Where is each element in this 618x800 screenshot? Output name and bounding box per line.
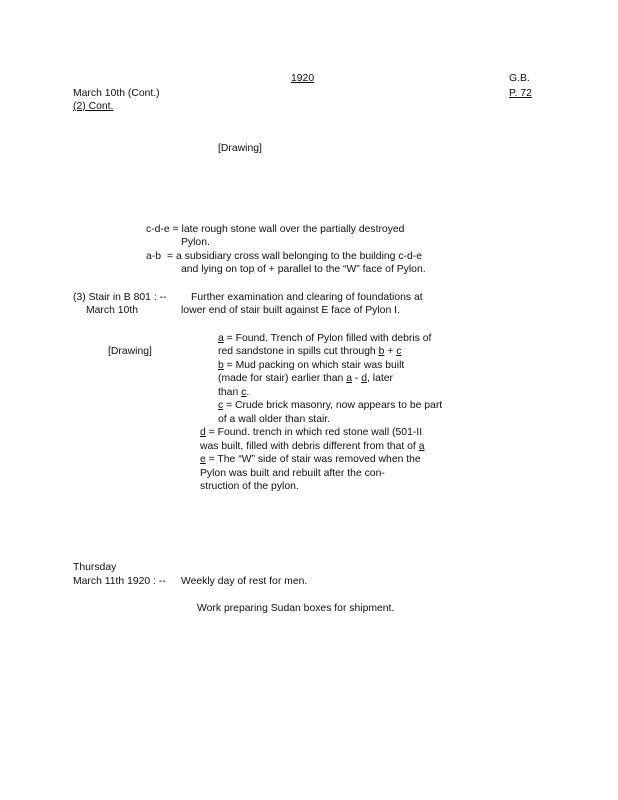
legend-ab: = a subsidiary cross wall belonging to the building c-d-e [167, 251, 423, 262]
thursday-entry-1: Weekly day of rest for men. [181, 576, 308, 587]
thursday-day: Thursday [73, 562, 117, 573]
note-d: d = Found. trench in which red stone wall (501-II [200, 427, 423, 438]
thursday-date: March 11th 1920 : -- [73, 576, 166, 587]
section3-date: March 10th [86, 305, 138, 316]
author-initials: G.B. [509, 73, 530, 84]
page-year: 1920 [291, 73, 315, 84]
thursday-entry-2: Work preparing Sudan boxes for shipment. [197, 603, 395, 614]
section-continued: (2) Cont. [73, 101, 114, 112]
page-reference: P. 72 [509, 88, 532, 99]
note-b-cont-2: than c. [218, 387, 250, 398]
note-e-cont: Pylon was built and rebuilt after the con- [200, 468, 385, 479]
section3-line1: Further examination and clearing of foundations at [191, 292, 423, 303]
note-a-cont: red sandstone in spills cut through b + c [218, 346, 402, 357]
drawing-placeholder: [Drawing] [218, 143, 262, 154]
date-heading: March 10th (Cont.) [73, 88, 160, 99]
legend-ab-cont: and lying on top of + parallel to the “W” face of Pylon. [181, 264, 426, 275]
note-a: a = Found. Trench of Pylon filled with debris of [218, 333, 432, 344]
note-e-cont-2: struction of the pylon. [200, 481, 299, 492]
legend-cde: c-d-e = late rough stone wall over the partially destroyed [146, 224, 405, 235]
note-c-cont: of a wall older than stair. [218, 414, 331, 425]
note-c: c = Crude brick masonry, now appears to be part [218, 400, 443, 411]
note-b-cont: (made for stair) earlier than a - d, later [218, 373, 393, 384]
section3-heading: (3) Stair in B 801 : -- [73, 292, 167, 303]
note-d-cont: was built, filled with debris different from that of a [200, 441, 425, 452]
drawing-placeholder-2: [Drawing] [108, 346, 152, 357]
section3-line2: lower end of stair built against E face of Pylon I. [181, 305, 400, 316]
note-e: e = The “W” side of stair was removed when the [200, 454, 421, 465]
note-b: b = Mud packing on which stair was built [218, 360, 405, 371]
legend-ab-key: a-b [146, 251, 162, 262]
legend-cde-cont: Pylon. [181, 237, 210, 248]
